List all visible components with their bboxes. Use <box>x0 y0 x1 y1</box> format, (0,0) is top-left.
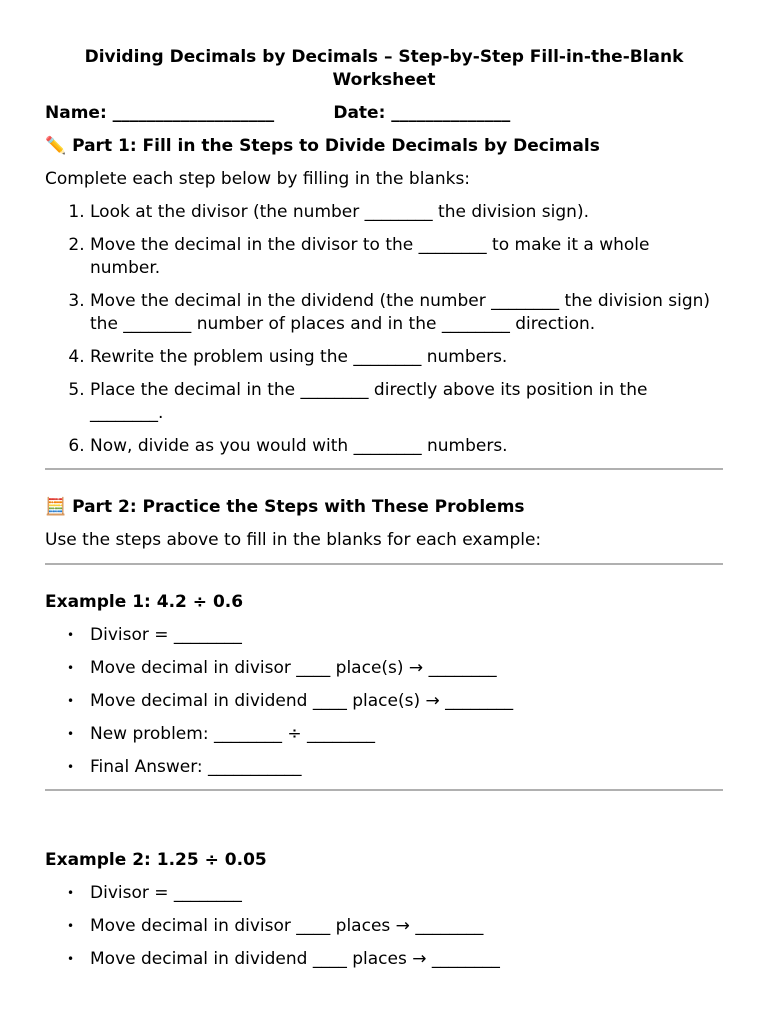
bullet-icon: • <box>67 628 75 642</box>
step-item: 3. Move the decimal in the dividend (the number ________ the division sign) the ________ number of places and in the ________ direction. <box>90 290 723 336</box>
list-item <box>45 723 723 746</box>
item-text: New problem: ________ ÷ ________ <box>90 724 376 744</box>
part1-steps-list <box>45 201 723 458</box>
item-text: Move decimal in dividend ____ places → ________ <box>90 949 500 969</box>
title-line-1: Dividing Decimals by Decimals – Step-by-Step Fill-in-the-Blank <box>84 47 684 67</box>
bullet-icon: • <box>67 952 75 966</box>
worksheet-title <box>45 46 723 92</box>
list-item <box>45 948 723 971</box>
list-item <box>45 690 723 713</box>
divider <box>45 563 723 565</box>
step-item: 5. Place the decimal in the ________ directly above its position in the ________. <box>90 379 723 425</box>
bullet-icon: • <box>67 760 75 774</box>
divider <box>45 468 723 470</box>
step-item: 2. Move the decimal in the divisor to the ________ to make it a whole number. <box>90 234 723 280</box>
item-text: Move decimal in divisor ____ places → ________ <box>90 916 484 936</box>
example1-heading: Example 1: 4.2 ÷ 0.6 <box>45 592 244 612</box>
title-line-2: Worksheet <box>332 70 436 90</box>
part2-heading: 🧮 Part 2: Practice the Steps with These Problems <box>45 497 525 517</box>
name-date-line: Name: ___________________ Date: ______________ <box>45 103 511 123</box>
item-text: Move decimal in divisor ____ place(s) → ________ <box>90 658 497 678</box>
item-text: Divisor = ________ <box>90 625 242 645</box>
part1-heading: ✏️ Part 1: Fill in the Steps to Divide Decimals by Decimals <box>45 136 600 156</box>
item-text: Move decimal in dividend ____ place(s) → ________ <box>90 691 514 711</box>
part2-intro: Use the steps above to fill in the blanks for each example: <box>45 530 542 550</box>
bullet-icon: • <box>67 727 75 741</box>
bullet-icon: • <box>67 886 75 900</box>
example2-list <box>45 882 723 971</box>
bullet-icon: • <box>67 661 75 675</box>
bullet-icon: • <box>67 694 75 708</box>
list-item <box>45 624 723 647</box>
example2-heading: Example 2: 1.25 ÷ 0.05 <box>45 850 267 870</box>
divider <box>45 789 723 791</box>
list-item <box>45 657 723 680</box>
example1-list <box>45 624 723 779</box>
worksheet-page <box>45 0 723 981</box>
step-item: 4. Rewrite the problem using the ________ numbers. <box>90 346 723 369</box>
list-item <box>45 756 723 779</box>
part1-intro: Complete each step below by filling in the blanks: <box>45 169 471 189</box>
step-item: 1. Look at the divisor (the number ________ the division sign). <box>90 201 723 224</box>
item-text: Final Answer: ___________ <box>90 757 302 777</box>
bullet-icon: • <box>67 919 75 933</box>
step-item: 6. Now, divide as you would with ________ numbers. <box>90 435 723 458</box>
list-item <box>45 915 723 938</box>
list-item <box>45 882 723 905</box>
item-text: Divisor = ________ <box>90 883 242 903</box>
